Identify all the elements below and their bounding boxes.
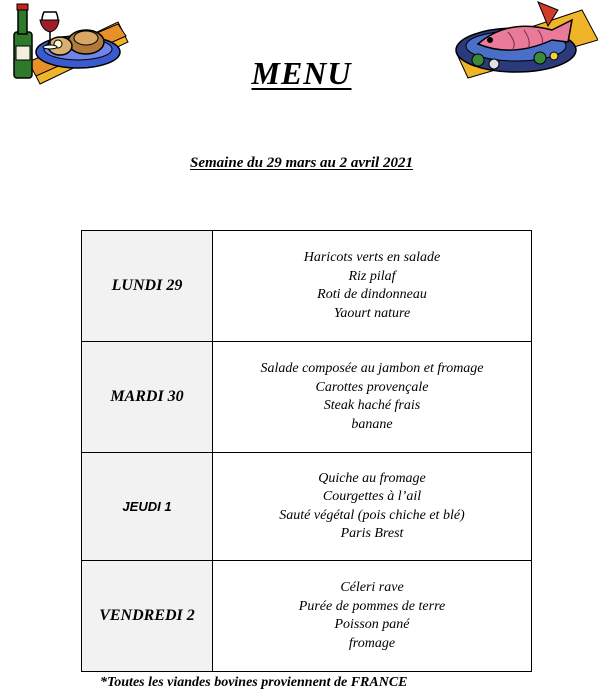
dish-item: Paris Brest bbox=[340, 526, 404, 541]
dish-item: Steak haché frais bbox=[323, 398, 421, 413]
day-label: LUNDI 29 bbox=[82, 231, 213, 342]
dish-item: Carottes provençale bbox=[315, 379, 429, 395]
dish-list bbox=[213, 453, 532, 561]
dish-item: Haricots verts en salade bbox=[303, 250, 441, 265]
day-label: VENDREDI 2 bbox=[82, 561, 213, 672]
dish-list bbox=[213, 342, 532, 453]
menu-row bbox=[82, 561, 532, 672]
dish-item: fromage bbox=[348, 635, 396, 651]
dish-item: Purée de pommes de terre bbox=[298, 598, 446, 614]
dish-item: banane bbox=[351, 416, 393, 432]
day-label: JEUDI 1 bbox=[82, 453, 213, 561]
menu-row bbox=[82, 453, 532, 561]
menu-table bbox=[81, 230, 532, 672]
footnote: *Toutes les viandes bovines proviennent de FRANCE bbox=[100, 675, 408, 690]
dish-item: Poisson pané bbox=[334, 617, 410, 632]
day-label: MARDI 30 bbox=[82, 342, 213, 453]
page-title: MENU bbox=[251, 55, 352, 91]
menu-row bbox=[82, 231, 532, 342]
dish-list bbox=[213, 561, 532, 672]
dish-item: Céleri rave bbox=[340, 580, 404, 595]
dish-item: Sauté végétal (pois chiche et blé) bbox=[279, 507, 465, 523]
week-subtitle: Semaine du 29 mars au 2 avril 2021 bbox=[190, 155, 413, 171]
dish-item: Quiche au fromage bbox=[318, 470, 426, 486]
dish-item: Courgettes à l’ail bbox=[322, 489, 422, 504]
dish-item: Riz pilaf bbox=[348, 268, 396, 284]
dish-item: Yaourt nature bbox=[333, 305, 411, 321]
dish-item: Roti de dindonneau bbox=[317, 287, 427, 302]
dish-item: Salade composée au jambon et fromage bbox=[260, 361, 484, 376]
menu-row bbox=[82, 342, 532, 453]
dish-list bbox=[213, 231, 532, 342]
